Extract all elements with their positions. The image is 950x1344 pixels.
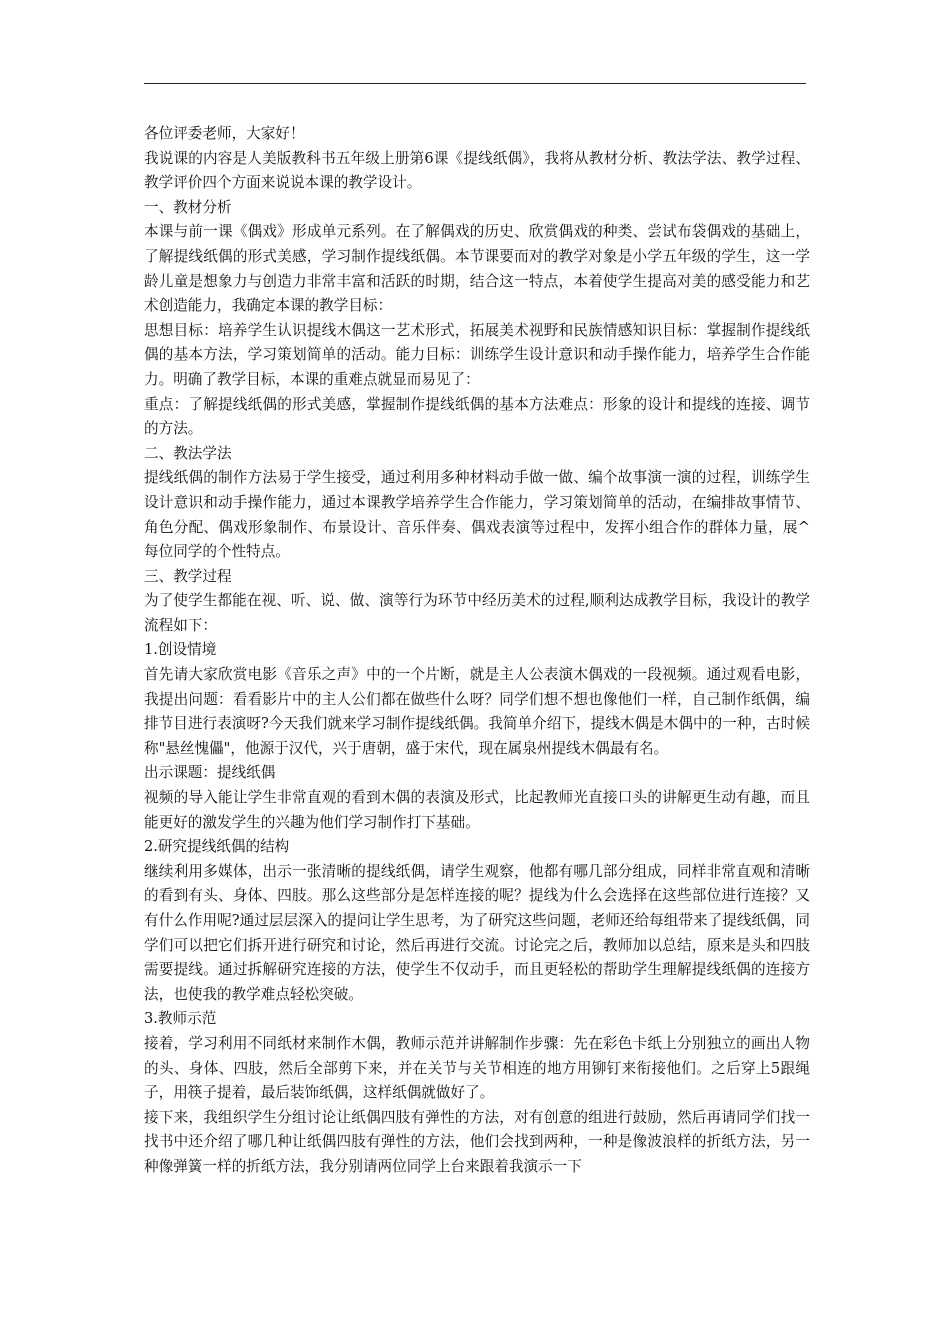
document-body <box>144 122 810 1180</box>
materials-paragraph: 本课与前一课《偶戏》形成单元系列。在了解偶戏的历史、欣赏偶戏的种类、尝试布袋偶戏的基础上，了解提线纸偶的形式美感，学习制作提线纸偶。本节课要而对的教学对象是小学五年级的学生，这一学龄儿童是想象力与创造力非常丰富和活跃的时期，结合这一特点，本着使学生提高对美的感受能力和艺术创造能力，我确定本课的教学目标： <box>144 223 810 315</box>
methods-paragraph: 提线纸偶的制作方法易于学生接受，通过利用多种材料动手做一做、编个故事演一演的过程，训练学生设计意识和动手操作能力，通过本课教学培养学生合作能力，学习策划简单的活动，在编排故事情节、角色分配、偶戏形象制作、布景设计、音乐伴奏、偶戏表演等过程中，发挥小组合作的群体力量，展^每位同学的个性特点。 <box>144 469 810 561</box>
scenario-paragraph: 首先请大家欣赏电影《音乐之声》中的一个片断，就是主人公表演木偶戏的一段视频。通过观看电影，我提出问题：看看影片中的主人公们都在做些什么呀？同学们想不想也像他们一样，自己制作纸偶，编排节目进行表演呀?今天我们就来学习制作提线纸偶。我简单介绍下，提线木偶是木偶中的一种，古时候称"悬丝愧儡"，他源于汉代，兴于唐朝，盛于宋代，现在属泉州提线木偶最有名。 <box>144 666 810 757</box>
section-heading-materials: 一、教材分析 <box>144 198 232 216</box>
demo-paragraph: 接着，学习利用不同纸材来制作木偶，教师示范并讲解制作步骤：先在彩色卡纸上分别独立的画出人物的头、身体、四肢，然后全部剪下来，并在关节与关节相连的地方用铆钉来衔接他们。之后穿上5跟绳子，用筷子提着，最后装饰纸偶，这样纸偶就做好了。 <box>144 1034 810 1102</box>
subheading-demo: 3.教师示范 <box>144 1010 217 1028</box>
subheading-structure: 2.研究提线纸偶的结构 <box>144 838 290 856</box>
topic-line: 出示课题：提线纸偶 <box>144 764 276 782</box>
header-rule <box>144 83 806 84</box>
key-points-paragraph: 重点：了解提线纸偶的形式美感，掌握制作提线纸偶的基本方法难点：形象的设计和提线的连接、调节的方法。 <box>144 395 810 438</box>
process-intro-paragraph: 为了使学生都能在视、听、说、做、演等行为环节中经历美术的过程,顺利达成教学目标，我设计的教学流程如下： <box>144 592 810 634</box>
intro-paragraph: 我说课的内容是人美版教科书五年级上册第6课《提线纸偶》，我将从教材分析、教法学法、教学过程、教学评价四个方面来说说本课的教学设计。 <box>144 149 810 192</box>
greeting: 各位评委老师，大家好！ <box>144 125 305 142</box>
section-heading-process: 三、教学过程 <box>144 567 232 585</box>
group-discussion-paragraph: 接下来，我组织学生分组讨论让纸偶四肢有弹性的方法，对有创意的组进行鼓励，然后再请同学们找一找书中还介绍了哪几种让纸偶四肢有弹性的方法，他们会找到两种，一种是像波浪样的折纸方法，另一种像弹簧一样的折纸方法，我分别请两位同学上台来跟着我演示一下 <box>144 1108 810 1175</box>
subheading-scenario: 1.创设情境 <box>144 641 217 659</box>
structure-paragraph: 继续利用多媒体，出示一张清晰的提线纸偶，请学生观察，他都有哪几部分组成，同样非常直观和清晰的看到有头、身体、四肢。那么这些部分是怎样连接的呢？提线为什么会选择在这些部位进行连接？又有什么作用呢?通过层层深入的提问让学生思考，为了研究这些问题，老师还给每组带来了提线纸偶，同学们可以把它们拆开进行研究和讨论，然后再进行交流。讨论完之后，教师加以总结，原来是头和四肢需要提线。通过拆解研究连接的方法，使学生不仅动手，而且更轻松的帮助学生理解提线纸偶的连接方法，也使我的教学难点轻松突破。 <box>144 862 810 1003</box>
video-paragraph: 视频的导入能让学生非常直观的看到木偶的表演及形式，比起教师光直接口头的讲解更生动有趣，而且能更好的激发学生的兴趣为他们学习制作打下基础。 <box>144 789 810 831</box>
section-heading-methods: 二、教法学法 <box>144 444 232 462</box>
objectives-paragraph: 思想目标：培养学生认识提线木偶这一艺术形式，拓展美术视野和民族情感知识目标：掌握制作提线纸偶的基本方法，学习策划简单的活动。能力目标：训练学生设计意识和动手操作能力，培养学生合作能力。明确了教学目标，本课的重难点就显而易见了： <box>144 321 810 388</box>
